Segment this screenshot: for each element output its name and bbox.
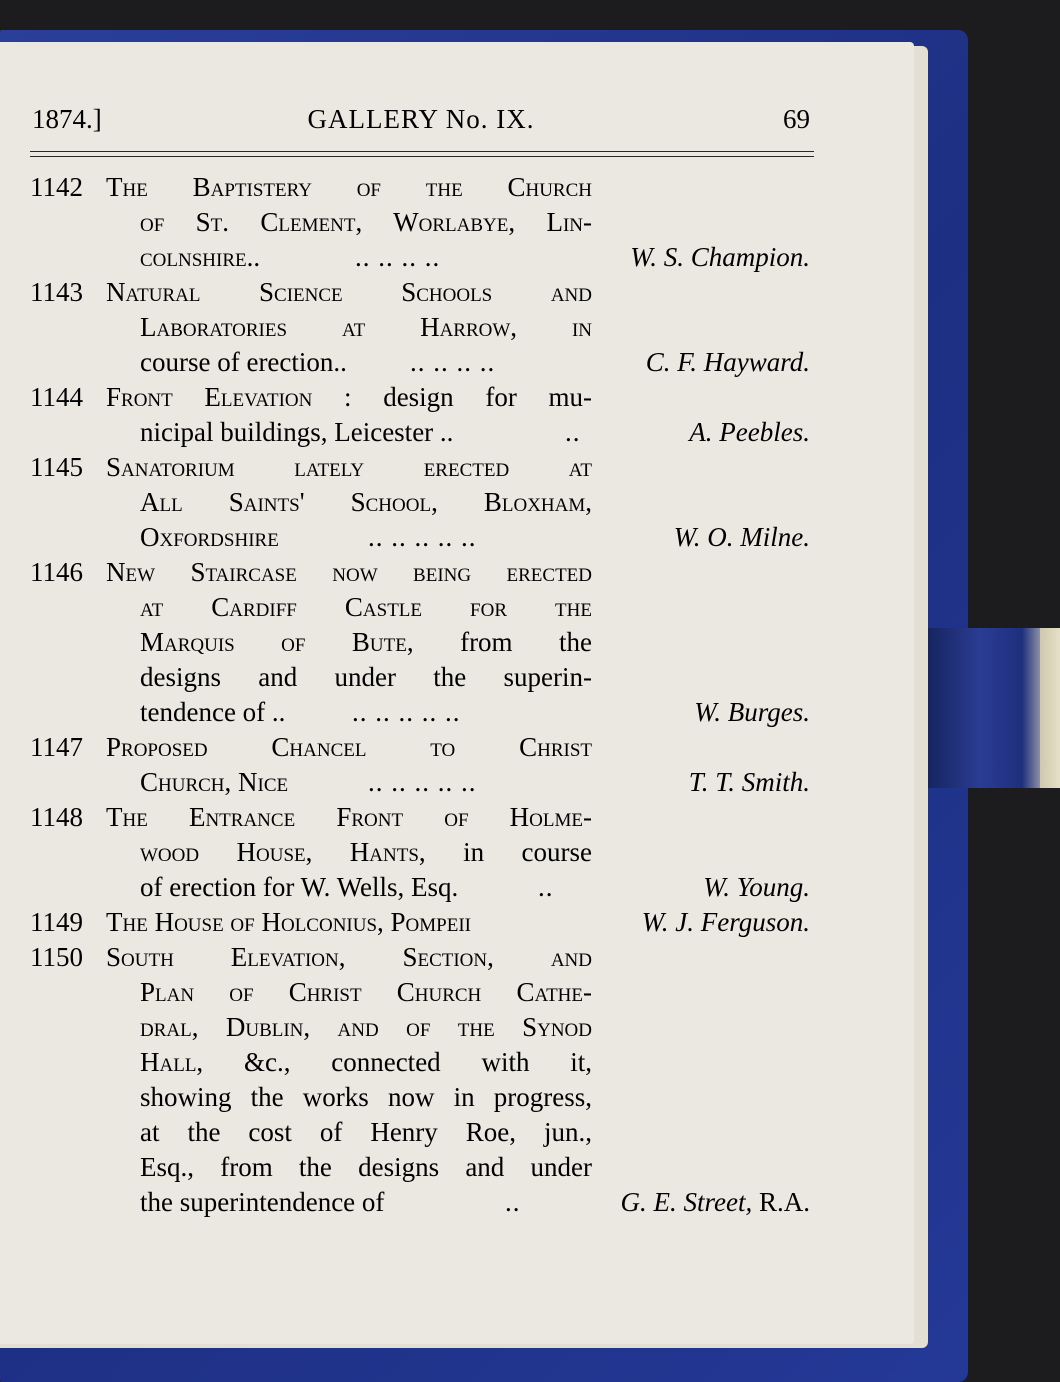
entry-title-line: The Entrance Front of Holme-	[106, 802, 592, 832]
catalogue-entry	[0, 800, 914, 905]
entry-list	[0, 170, 914, 1220]
entry-number: 1147	[30, 732, 83, 762]
running-header	[32, 104, 810, 144]
leader-dots: ..	[538, 872, 554, 902]
leader-dots: .. .. .. .. ..	[352, 697, 461, 727]
entry-title-line: colnshire..	[140, 242, 261, 272]
entry-title-line: wood House, Hants, in course	[140, 837, 593, 867]
entry-title-line: Marquis of Bute, from the	[140, 627, 592, 657]
entry-title-line: the superintendence of	[140, 1187, 385, 1217]
entry-title-line: at Cardiff Castle for the	[140, 592, 592, 622]
catalogue-entry	[0, 555, 914, 730]
catalogue-entry	[0, 170, 914, 275]
entry-title-line: Plan of Christ Church Cathe-	[140, 977, 592, 1007]
entry-number: 1144	[30, 382, 83, 412]
artist-name: W. Young.	[703, 872, 810, 902]
entry-title-line: New Staircase now being erected	[106, 557, 592, 587]
page-number: 69	[783, 104, 810, 134]
entry-title-line: South Elevation, Section, and	[106, 942, 592, 972]
leader-dots: ..	[565, 417, 581, 447]
entry-title-line: The House of Holconius, Pompeii	[106, 907, 471, 937]
entry-number: 1146	[30, 557, 83, 587]
entry-number: 1142	[30, 172, 83, 202]
leader-dots: .. .. .. ..	[410, 347, 496, 377]
artist-name: C. F. Hayward.	[645, 347, 810, 377]
entry-number: 1148	[30, 802, 83, 832]
entry-number: 1145	[30, 452, 83, 482]
entry-title-line: Laboratories at Harrow, in	[140, 312, 592, 342]
artist-name: W. O. Milne.	[673, 522, 810, 552]
entry-title-line: Sanatorium lately erected at	[106, 452, 592, 482]
artist-name: W. J. Ferguson.	[641, 907, 810, 937]
entry-title-line: All Saints' School, Bloxham,	[140, 487, 592, 517]
leader-dots: ..	[505, 1187, 521, 1217]
entry-title-line: Church, Nice	[140, 767, 289, 797]
entry-title-line: nicipal buildings, Leicester ..	[140, 417, 454, 447]
entry-title-line: Natural Science Schools and	[106, 277, 592, 307]
catalogue-entry	[0, 905, 914, 940]
artist-name: W. S. Champion.	[630, 242, 810, 272]
artist-name: A. Peebles.	[689, 417, 810, 447]
entry-title-line: showing the works now in progress,	[140, 1082, 592, 1112]
catalogue-entry	[0, 380, 914, 450]
header-title: GALLERY No. IX.	[307, 104, 535, 134]
leader-dots: .. .. .. .. ..	[368, 767, 477, 797]
entry-title-line: of erection for W. Wells, Esq.	[140, 872, 459, 902]
header-rule	[30, 151, 814, 152]
entry-title-line: Esq., from the designs and under	[140, 1152, 592, 1182]
entry-number: 1149	[30, 907, 83, 937]
entry-title-line: Proposed Chancel to Christ	[106, 732, 592, 762]
header-year: 1874.]	[32, 104, 102, 134]
entry-number: 1143	[30, 277, 83, 307]
entry-number: 1150	[30, 942, 83, 972]
entry-title-line: Oxfordshire	[140, 522, 279, 552]
catalogue-entry	[0, 730, 914, 800]
catalogue-entry	[0, 940, 914, 1220]
entry-title-line: course of erection..	[140, 347, 347, 377]
catalogue-entry	[0, 275, 914, 380]
artist-name: W. Burges.	[694, 697, 810, 727]
catalogue-entry	[0, 450, 914, 555]
artist-suffix: R.A.	[758, 1187, 810, 1217]
leader-dots: .. .. .. ..	[355, 242, 441, 272]
entry-title-line: tendence of ..	[140, 697, 286, 727]
entry-title-line: dral, Dublin, and of the Synod	[140, 1012, 592, 1042]
bookmark-tab-fold	[1040, 628, 1060, 788]
entry-title-line: at the cost of Henry Roe, jun.,	[140, 1117, 592, 1147]
entry-title-line: designs and under the superin-	[140, 662, 592, 692]
leader-dots: .. .. .. .. ..	[368, 522, 477, 552]
artist-name: T. T. Smith.	[688, 767, 810, 797]
entry-title-line: Front Elevation : design for mu-	[106, 382, 592, 412]
entry-title-line: of St. Clement, Worlabye, Lin-	[140, 207, 592, 237]
header-rule	[30, 156, 814, 157]
artist-name: G. E. Street, R.A.	[620, 1187, 810, 1217]
entry-title-line: The Baptistery of the Church	[106, 172, 592, 202]
entry-title-line: Hall, &c., connected with it,	[140, 1047, 592, 1077]
